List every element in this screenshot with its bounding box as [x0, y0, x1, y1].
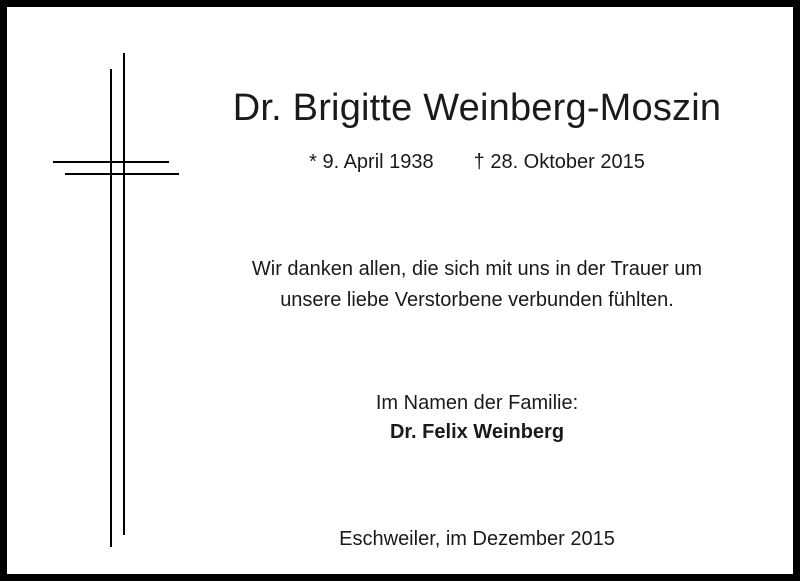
life-dates	[67, 148, 800, 176]
message-line: unsere liebe Verstorbene verbunden fühlten.	[280, 289, 674, 311]
deceased-name: Dr. Brigitte Weinberg-Moszin	[232, 87, 722, 129]
place-and-date: Eschweiler, im Dezember 2015	[339, 528, 615, 550]
signer-name: Dr. Felix Weinberg	[389, 421, 565, 443]
thank-you-message	[127, 254, 800, 316]
birth-date: * 9. April 1938	[309, 151, 434, 173]
family-intro: Im Namen der Familie:	[375, 392, 579, 414]
family-signature	[127, 389, 800, 447]
message-line: Wir danken allen, die sich mit uns in der Trauer um	[251, 258, 703, 280]
death-date: † 28. Oktober 2015	[473, 151, 645, 173]
